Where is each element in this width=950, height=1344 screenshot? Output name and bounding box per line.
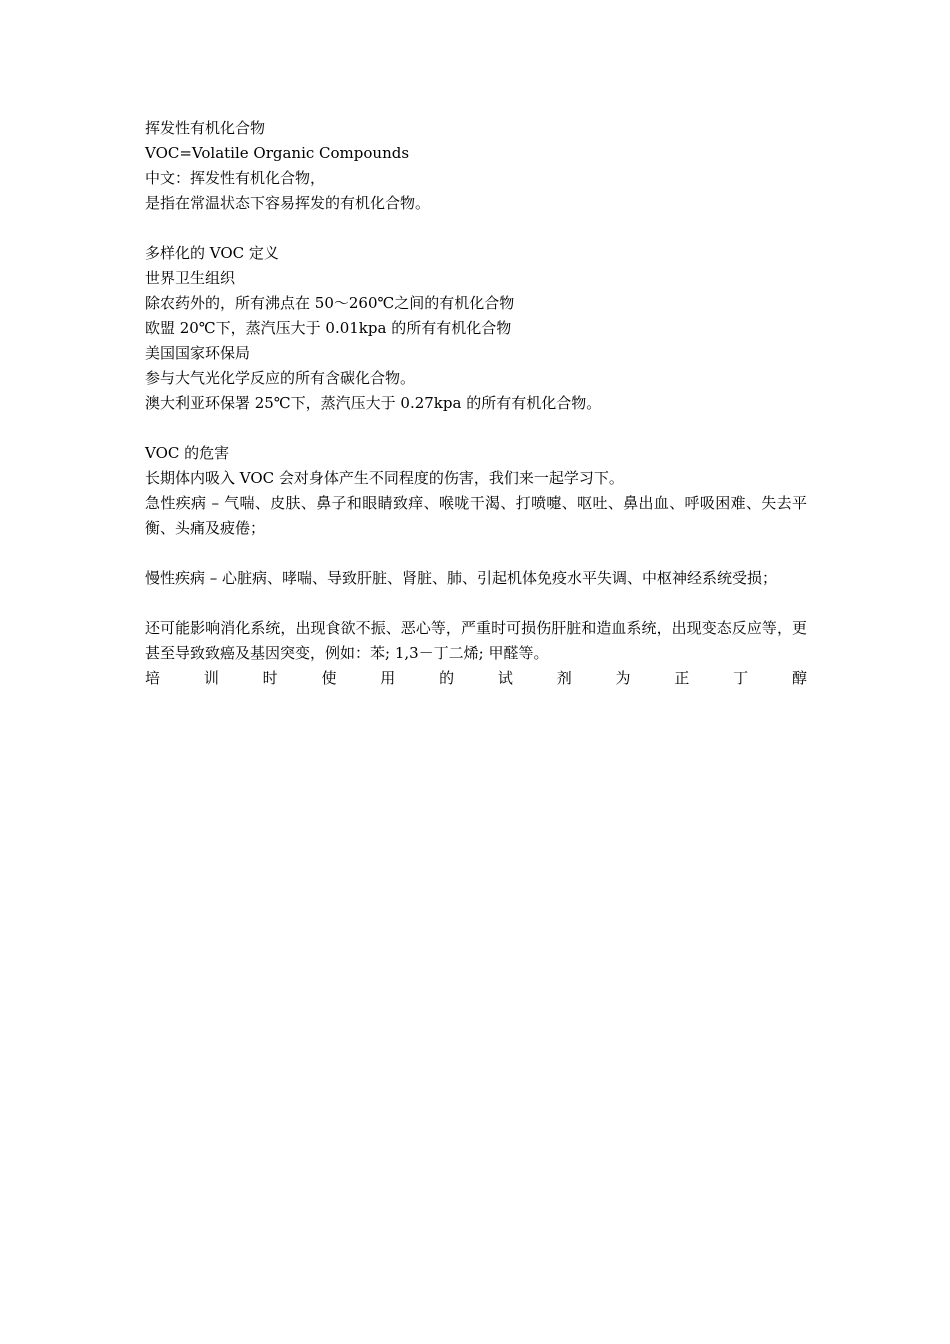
section-title-hazards: VOC 的危害: [145, 444, 230, 462]
training-char: 的: [439, 669, 455, 687]
training-char: 丁: [733, 669, 749, 687]
blank-line: [145, 416, 807, 441]
voc-chinese-name: 中文：挥发性有机化合物，: [145, 169, 326, 187]
training-char: 试: [497, 669, 513, 687]
training-char: 培: [145, 669, 161, 687]
acute-disease-paragraph: 急性疾病 – 气喘、皮肤、鼻子和眼睛致痒、喉咙干渴、打喷嚏、呕吐、鼻出血、呼吸困难、失去平衡、头痛及疲倦；: [145, 494, 807, 537]
training-char: 剂: [556, 669, 572, 687]
eu-definition: 欧盟 20℃下，蒸汽压大于 0.01kpa 的所有有机化合物: [145, 319, 512, 337]
who-heading: 世界卫生组织: [145, 269, 236, 287]
training-char: 训: [203, 669, 219, 687]
voc-english-name: VOC=Volatile Organic Compounds: [145, 144, 410, 162]
training-char: 用: [380, 669, 396, 687]
blank-line: [145, 216, 807, 241]
section-title-definitions: 多样化的 VOC 定义: [145, 244, 279, 262]
training-reagent-line: [145, 666, 807, 691]
who-definition: 除农药外的，所有沸点在 50～260℃之间的有机化合物: [145, 294, 515, 312]
chronic-disease-paragraph: 慢性疾病 – 心脏病、哮喘、导致肝脏、肾脏、肺、引起机体免疫水平失调、中枢神经系统受损；: [145, 569, 778, 587]
training-char: 醇: [791, 669, 807, 687]
australia-definition: 澳大利亚环保署 25℃下，蒸汽压大于 0.27kpa 的所有有机化合物。: [145, 394, 602, 412]
training-char: 使: [321, 669, 337, 687]
voc-definition: 是指在常温状态下容易挥发的有机化合物。: [145, 194, 431, 212]
training-char: 时: [262, 669, 278, 687]
section-title-voc: 挥发性有机化合物: [145, 119, 266, 137]
epa-heading: 美国国家环保局: [145, 344, 251, 362]
training-char: 为: [615, 669, 631, 687]
document-body: [145, 116, 807, 691]
blank-line: [145, 591, 807, 616]
training-char: 正: [674, 669, 690, 687]
epa-definition: 参与大气光化学反应的所有含碳化合物。: [145, 369, 416, 387]
blank-line: [145, 541, 807, 566]
hazards-intro: 长期体内吸入 VOC 会对身体产生不同程度的伤害，我们来一起学习下。: [145, 469, 624, 487]
other-effects-paragraph: 还可能影响消化系统，出现食欲不振、恶心等，严重时可损伤肝脏和造血系统，出现变态反应等，更甚至导致致癌及基因突变，例如：苯; 1,3－丁二烯; 甲醛等。: [145, 619, 807, 662]
